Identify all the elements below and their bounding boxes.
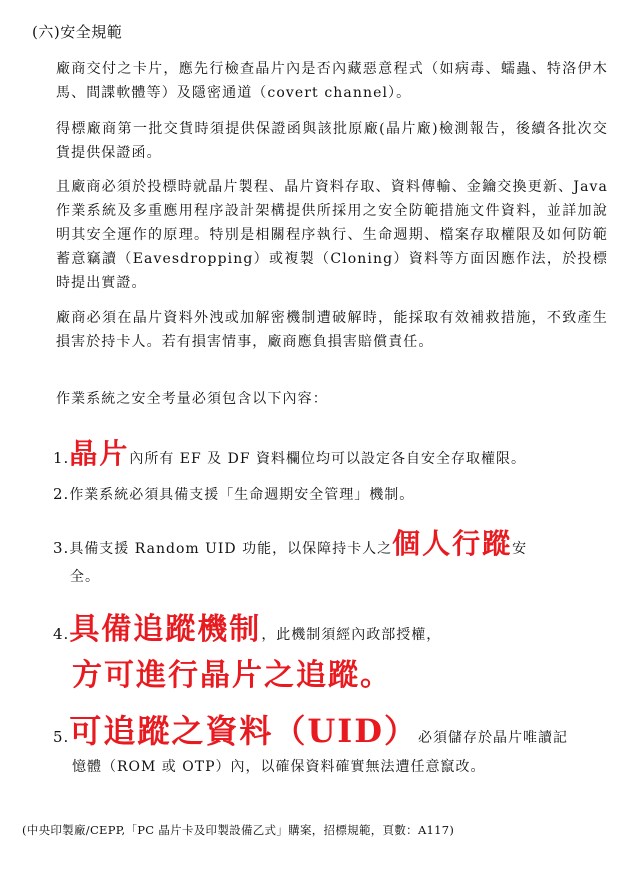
list-item-3-continuation: 全。 [70, 569, 100, 585]
paragraph-malware-check: 廠商交付之卡片，應先行檢查晶片內是否內藏惡意程式（如病毒、蠕蟲、特洛伊木馬、間諜軟體等）及隱密通道（covert channel）。 [56, 61, 608, 101]
footer-citation: (中央印製廠/CEPP,「PC 晶片卡及印製設備乙式」購案，招標規範，頁數：A117) [22, 823, 455, 837]
emphasis-text: 晶片 [69, 437, 130, 470]
paragraph-guarantee-letter: 得標廠商第一批交貨時須提供保證函與該批原廠(晶片廠)檢測報告，後續各批次交貨提供保證函。 [56, 121, 608, 161]
list-item-2 [53, 484, 615, 504]
list-item-4 [53, 604, 615, 648]
item-text-tail: 安 [512, 541, 528, 557]
emphasis-text: 可追蹤之資料（UID） [69, 712, 418, 750]
item-number: 1. [53, 449, 70, 467]
list-item-5 [53, 706, 615, 752]
item-text: 內所有 EF 及 DF 資料欄位均可以設定各自安全存取權限。 [129, 451, 526, 467]
list-item-1 [53, 432, 615, 472]
item-text: 必須儲存於晶片唯讀記 [417, 730, 568, 746]
item-number: 2. [53, 485, 70, 503]
item-text: 作業系統必須具備支援「生命週期安全管理」機制。 [69, 487, 415, 503]
paragraph-remedy: 廠商必須在晶片資料外洩或加解密機制遭破解時，能採取有效補救措施，不致產生損害於持卡人。若有損害情事，廠商應負損害賠償責任。 [56, 310, 608, 350]
list-item-3 [53, 522, 615, 562]
paragraph-security-docs: 且廠商必須於投標時就晶片製程、晶片資料存取、資料傳輸、金鑰交換更新、Java 作業系統及多重應用程序設計架構提供所採用之安全防範措施文件資料，並詳加說明其安全運作的原理。特別是相關程序執行、生命週期、檔案存取權限及如何防範蓄意竊讀（Eavesdropping）或複製（Cloning）資料等方面因應作法，於投標時提出實證。 [56, 179, 608, 291]
emphasis-text: 具備追蹤機制 [69, 612, 262, 647]
item-number: 4. [53, 625, 70, 643]
item-number: 3. [53, 539, 70, 557]
emphasis-text: 個人行蹤 [392, 527, 513, 560]
item-text: ，此機制須經內政部授權， [261, 627, 442, 643]
paragraph-os-security-intro: 作業系統之安全考量必須包含以下內容： [56, 391, 328, 407]
item-number: 5. [53, 728, 70, 746]
list-item-5-continuation: 憶體（ROM 或 OTP）內，以確保資料確實無法遭任意竄改。 [72, 759, 486, 775]
item-text: 具備支援 Random UID 功能，以保障持卡人之 [69, 541, 393, 557]
list-item-4-emphasis-line: 方可進行晶片之追蹤。 [72, 658, 392, 693]
section-title: (六)安全規範 [32, 23, 123, 41]
